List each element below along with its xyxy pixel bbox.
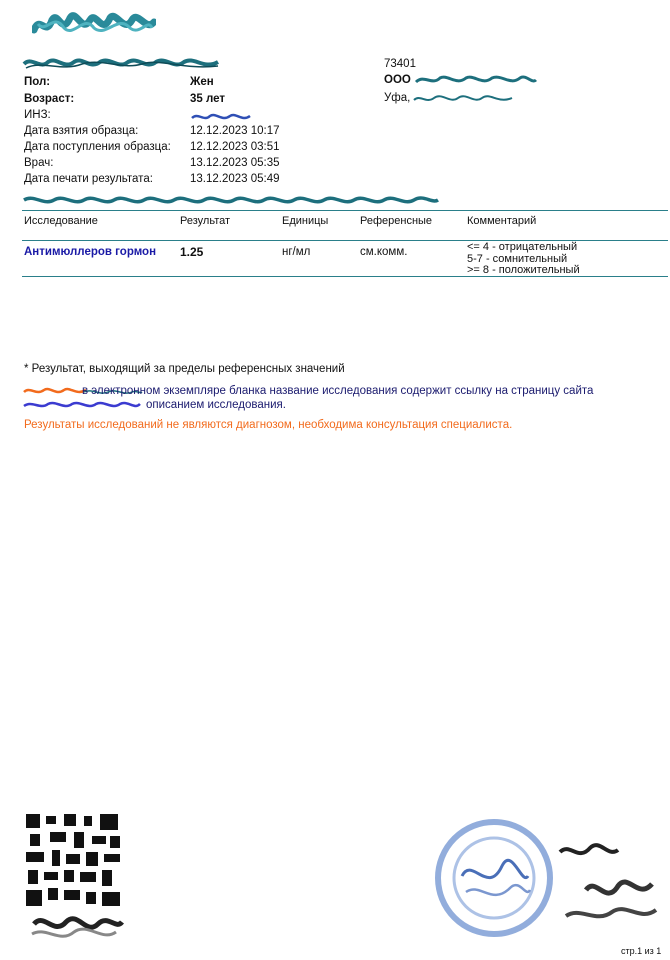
- doctor-label: Врач:: [24, 157, 54, 169]
- reference-value: см.комм.: [360, 246, 408, 258]
- sample-received-label: Дата поступления образца:: [24, 141, 171, 153]
- org-name-redacted: [414, 72, 538, 88]
- comment-line-3: >= 8 - положительный: [467, 264, 580, 276]
- units-value: нг/мл: [282, 246, 311, 258]
- sample-taken-value: 12.12.2023 10:17: [190, 125, 280, 137]
- address-prefix: Уфа,: [384, 92, 411, 104]
- print-date-value: 13.12.2023 05:49: [190, 173, 280, 185]
- sample-received-value: 12.12.2023 03:51: [190, 141, 280, 153]
- table-top-rule: [22, 210, 668, 211]
- inz-label: ИНЗ:: [24, 109, 51, 121]
- inz-value-redacted: [190, 110, 252, 124]
- lab-code: 73401: [384, 58, 416, 70]
- lab-logo: [32, 8, 156, 40]
- link-note-line-2: описанием исследования.: [146, 399, 286, 411]
- signature: [556, 836, 660, 928]
- result-value: 1.25: [180, 245, 204, 259]
- org-prefix: ООО: [384, 74, 411, 86]
- col-header-comment: Комментарий: [467, 215, 537, 227]
- address-redacted: [412, 90, 514, 106]
- col-header-test: Исследование: [24, 215, 98, 227]
- age-label: Возраст:: [24, 93, 75, 105]
- doctor-value: 13.12.2023 05:35: [190, 157, 280, 169]
- qr-code: [24, 812, 124, 952]
- stamp: [432, 816, 556, 940]
- attention-word-redacted: [22, 384, 88, 398]
- sex-label: Пол:: [24, 76, 51, 88]
- table-bottom-rule: [22, 276, 668, 277]
- patient-name-redacted: [22, 54, 222, 72]
- age-value: 35 лет: [190, 93, 226, 105]
- comment-line-1: <= 4 - отрицательный: [467, 241, 578, 253]
- comment-line-2: 5-7 - сомнительный: [467, 253, 568, 265]
- page-number: стр.1 из 1: [621, 946, 662, 956]
- disclaimer: Результаты исследований не являются диагнозом, необходима консультация специалиста.: [24, 419, 513, 431]
- sample-taken-label: Дата взятия образца:: [24, 125, 139, 137]
- out-of-range-note: * Результат, выходящий за пределы референсных значений: [24, 363, 345, 375]
- test-name-link[interactable]: Антимюллеров гормон: [24, 246, 157, 258]
- sex-value: Жен: [190, 76, 214, 88]
- col-header-result: Результат: [180, 215, 231, 227]
- print-date-label: Дата печати результата:: [24, 173, 153, 185]
- section-title-redacted: [22, 192, 440, 208]
- site-url-redacted: [22, 398, 142, 412]
- col-header-reference: Референсные: [360, 215, 433, 227]
- link-note-line-1: в электронном экземпляре бланка название исследования содержит ссылку на страницу сайта: [82, 385, 594, 397]
- col-header-units: Единицы: [282, 215, 329, 227]
